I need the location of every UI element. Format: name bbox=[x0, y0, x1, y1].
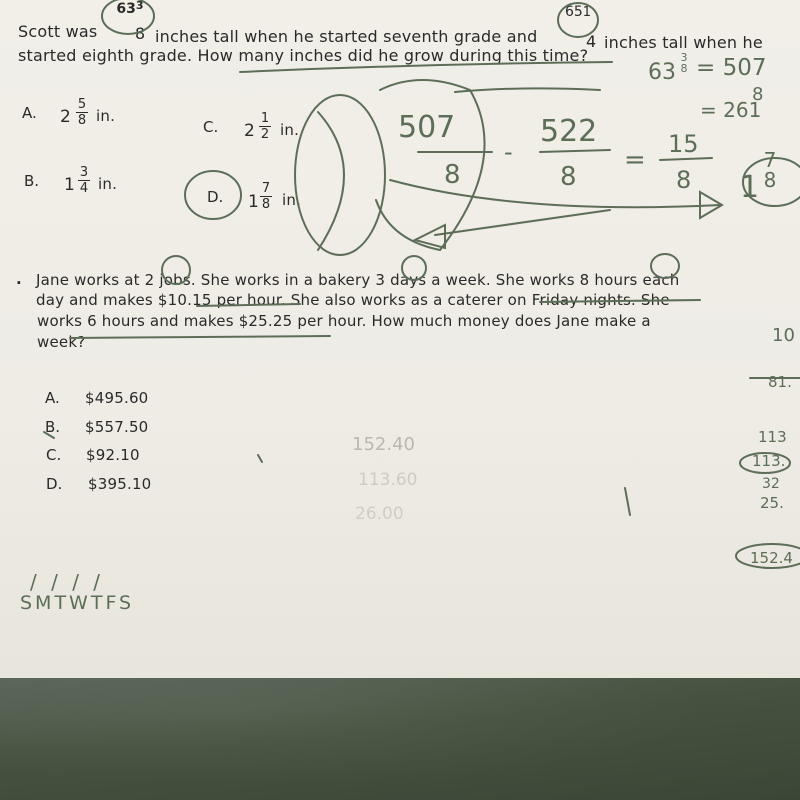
q1-option-b-whole: 1 bbox=[64, 175, 76, 195]
hw-right-113b: 113. bbox=[752, 452, 786, 470]
frac-bar-b bbox=[540, 150, 610, 152]
q2-option-a-value: $495.60 bbox=[85, 389, 149, 407]
hw-work-b-den: 8 bbox=[560, 162, 577, 192]
hw-conv1-frac-num: 3 bbox=[680, 51, 688, 64]
q1-option-a-letter: A. bbox=[22, 104, 37, 122]
q2-line3: works 6 hours and makes $25.25 per hour. How much money does Jane make a bbox=[37, 312, 651, 330]
q1-height-start-num: 3 bbox=[135, 0, 144, 12]
hw-right-113a: 113 bbox=[758, 428, 787, 446]
underline-line3 bbox=[70, 336, 330, 338]
q1-line1-end: inches tall when he bbox=[604, 33, 763, 52]
hw-conv1-frac-den: 8 bbox=[680, 62, 688, 75]
q1-height-end bbox=[558, 6, 598, 19]
hw-right-152: 152.4 bbox=[750, 549, 793, 567]
tick-mid bbox=[258, 455, 262, 462]
hw-conv2: = 261 bbox=[700, 98, 762, 122]
q2-option-d-value: $395.10 bbox=[88, 475, 152, 493]
q1-option-d-unit: in. bbox=[282, 191, 302, 209]
q1-option-a-unit: in. bbox=[96, 107, 116, 125]
hw-bracket-d bbox=[318, 112, 344, 250]
hw-right-81: 81. bbox=[768, 373, 792, 391]
hw-faint-b: 113.60 bbox=[358, 470, 418, 490]
q1-option-c-den: 2 bbox=[260, 127, 270, 142]
tick-right bbox=[625, 488, 630, 515]
q1-option-b-unit: in. bbox=[98, 175, 118, 193]
hw-ticks: / / / / bbox=[30, 570, 105, 594]
hw-big-oval bbox=[295, 95, 385, 255]
hw-faint-a: 152.40 bbox=[352, 434, 415, 455]
hw-conv1-whole: 63 bbox=[648, 60, 676, 85]
q1-height-end-whole: 65 bbox=[564, 4, 583, 20]
frac-bar-c bbox=[660, 158, 712, 160]
hw-right-25: 25. bbox=[760, 494, 784, 512]
arrow-left-head bbox=[415, 225, 445, 248]
hw-work-c-den: 8 bbox=[676, 166, 692, 194]
hw-faint-c: 26.00 bbox=[355, 504, 404, 524]
hw-conv1-frac bbox=[678, 52, 690, 74]
q1-line1-mid: inches tall when he started seventh grade and bbox=[155, 27, 538, 46]
q1-option-b-num: 3 bbox=[79, 165, 89, 180]
hw-work-ans-den: 8 bbox=[763, 168, 777, 192]
hw-right-32: 32 bbox=[762, 476, 780, 492]
q1-option-c-unit: in. bbox=[280, 121, 300, 139]
q1-option-c-frac bbox=[259, 112, 271, 141]
hw-work-b: 522 bbox=[540, 114, 598, 149]
q2-option-d-letter: D. bbox=[46, 475, 63, 493]
q1-option-d-letter: D. bbox=[207, 188, 224, 206]
q1-option-c-whole: 2 bbox=[244, 121, 256, 141]
hw-work-a-den: 8 bbox=[444, 160, 461, 190]
arrow-right-shaft bbox=[390, 180, 720, 207]
hw-work-ans-num: 7 bbox=[763, 148, 777, 172]
q2-line4: week? bbox=[37, 333, 86, 351]
q1-option-d-den: 8 bbox=[261, 197, 271, 212]
hw-oval-work bbox=[376, 80, 485, 250]
q1-option-b-letter: B. bbox=[24, 172, 40, 190]
q1-option-c-letter: C. bbox=[203, 118, 219, 136]
q2-option-c-value: $92.10 bbox=[86, 446, 140, 464]
hw-work-op: - bbox=[504, 138, 513, 166]
hw-right-10: 10 bbox=[772, 325, 795, 346]
q1-line1-start: Scott was bbox=[18, 22, 98, 41]
q1-option-c-num: 1 bbox=[260, 111, 270, 126]
q1-option-d-whole: 1 bbox=[248, 192, 260, 212]
hw-work-ans-whole: 1 bbox=[740, 170, 760, 205]
q2-option-b-value: $557.50 bbox=[85, 418, 149, 436]
q1-height-end-den: 4 bbox=[586, 32, 597, 51]
q2-option-b-letter: B. bbox=[45, 418, 61, 436]
hw-conv1-result: = 507 bbox=[696, 55, 767, 81]
q1-option-b-frac bbox=[78, 166, 90, 195]
arrow-left-shaft bbox=[435, 210, 610, 235]
hw-work-eq: = bbox=[624, 145, 646, 175]
q1-option-d-frac bbox=[260, 182, 272, 211]
q1-height-start-whole: 63 bbox=[116, 1, 136, 17]
q1-height-start bbox=[110, 0, 150, 17]
q1-option-a-num: 5 bbox=[77, 97, 87, 112]
q1-option-b-den: 4 bbox=[79, 181, 89, 196]
hw-work-c: 15 bbox=[668, 130, 699, 158]
q1-option-a-frac bbox=[76, 98, 88, 127]
hw-work-a: 507 bbox=[398, 110, 456, 145]
hw-days: SMTWTFS bbox=[20, 592, 135, 614]
hw-conv1-result-den: 8 bbox=[752, 84, 764, 105]
q1-line2: started eighth grade. How many inches did he grow during this time? bbox=[18, 46, 589, 65]
hw-work-ans-frac bbox=[760, 150, 780, 190]
q2-bullet: . bbox=[16, 270, 22, 288]
q2-option-a-letter: A. bbox=[45, 389, 60, 407]
table-background bbox=[0, 670, 800, 800]
q1-option-a-whole: 2 bbox=[60, 107, 72, 127]
q1-height-start-den: 8 bbox=[135, 24, 146, 43]
q1-option-d-num: 7 bbox=[261, 181, 271, 196]
q1-option-a-den: 8 bbox=[77, 113, 87, 128]
arrow-right-head bbox=[700, 192, 722, 218]
underline-question1-2 bbox=[455, 88, 600, 92]
q2-line2: day and makes $10.15 per hour. She also works as a caterer on Friday nights. She bbox=[36, 291, 670, 309]
q2-line1: Jane works at 2 jobs. She works in a bakery 3 days a week. She works 8 hours each bbox=[36, 271, 680, 289]
q2-option-c-letter: C. bbox=[46, 446, 62, 464]
q1-height-end-num: 1 bbox=[582, 5, 592, 20]
